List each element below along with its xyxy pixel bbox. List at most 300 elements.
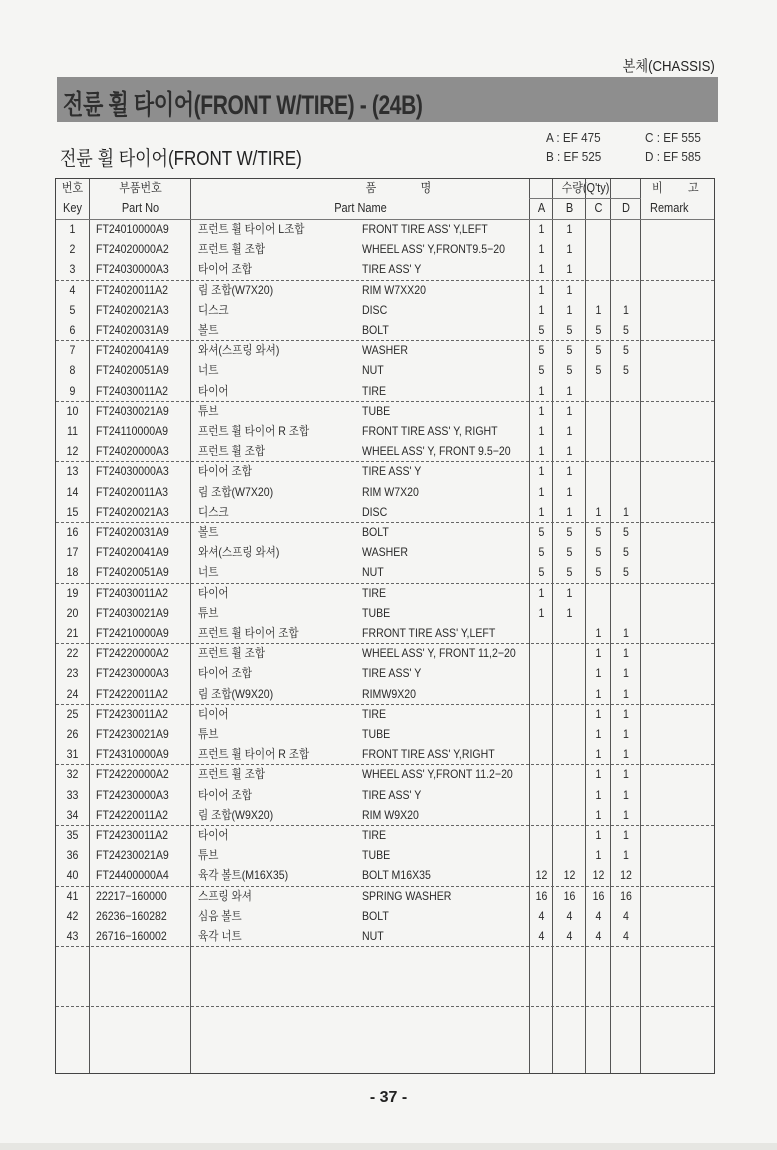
- qty-c-cell: [588, 482, 610, 502]
- table-row: [56, 724, 714, 744]
- part-name-ko-cell: 튜브: [198, 848, 219, 863]
- key-cell: 12: [66, 444, 79, 459]
- qty-a-cell: 12: [535, 868, 548, 883]
- key-cell: 35: [66, 828, 79, 842]
- table-row: [56, 623, 714, 643]
- part-name-ko-cell: 육각 너트: [198, 929, 242, 943]
- qty-d-cell: 1: [623, 787, 629, 802]
- qty-d-cell: 12: [620, 868, 632, 883]
- qty-c-cell: 4: [595, 908, 602, 923]
- qty-b-cell: 1: [566, 585, 573, 600]
- part-no-cell: FT24030000A3: [96, 464, 169, 479]
- part-name-ko-cell: 타이어: [198, 383, 229, 398]
- qty-a-cell: 1: [538, 484, 545, 499]
- part-name-ko-cell: 육각 볼트(M16X35): [198, 868, 289, 883]
- qty-b-cell: 4: [566, 908, 573, 923]
- qty-c-cell: 1: [595, 626, 602, 640]
- parts-table: [55, 178, 715, 1074]
- part-name-en-cell: TIRE ASS' Y: [362, 464, 422, 479]
- table-row: [56, 825, 714, 845]
- key-cell: 6: [69, 323, 76, 337]
- part-no-cell: FT24020000A3: [96, 444, 169, 459]
- qty-c-cell: [588, 401, 610, 421]
- key-cell: 7: [69, 343, 76, 358]
- qty-c-cell: [588, 239, 610, 259]
- qty-a-cell: [531, 704, 551, 724]
- qty-a-cell: [531, 623, 551, 643]
- part-name-ko-cell: 타이어 조합: [198, 262, 252, 277]
- part-name-ko-cell: 프런트 휠 타이어 R 조합: [198, 424, 310, 438]
- part-name-ko-cell: 너트: [198, 363, 219, 378]
- part-name-ko-cell: 와셔(스프링 와셔): [198, 343, 280, 358]
- part-no-cell: FT24210000A9: [96, 626, 169, 640]
- part-no-cell: FT24230011A2: [96, 828, 169, 842]
- part-name-en-cell: BOLT M16X35: [362, 868, 431, 883]
- qty-a-cell: 5: [538, 323, 545, 337]
- key-cell: 1: [69, 222, 76, 236]
- part-no-cell: FT24020041A9: [96, 545, 169, 560]
- qty-c-cell: 1: [595, 767, 602, 782]
- part-no-cell: FT24030011A2: [96, 585, 169, 600]
- key-cell: 22: [66, 646, 79, 661]
- table-row: [56, 340, 714, 360]
- part-name-en-cell: TIRE ASS' Y: [362, 262, 422, 277]
- part-name-en-cell: RIM W9X20: [362, 807, 419, 822]
- part-name-en-cell: TIRE: [362, 706, 387, 721]
- part-name-en-cell: SPRING WASHER: [362, 888, 452, 903]
- part-name-en-cell: FRRONT TIRE ASS' Y,LEFT: [362, 626, 496, 640]
- table-row: [56, 785, 714, 805]
- part-name-ko-cell: 튜브: [198, 605, 219, 620]
- qty-a-cell: 1: [538, 282, 545, 297]
- part-name-en-cell: TUBE: [362, 403, 391, 418]
- qty-a-cell: [531, 825, 551, 845]
- qty-a-cell: 5: [538, 545, 545, 560]
- part-name-en-cell: TUBE: [362, 848, 391, 863]
- key-cell: 24: [66, 686, 79, 701]
- qty-b-cell: [555, 805, 584, 825]
- part-name-en-cell: WHEEL ASS' Y,FRONT 11.2−20: [362, 767, 513, 782]
- part-name-ko-cell: 타이어: [198, 585, 229, 600]
- model-d: D : EF 585: [645, 149, 701, 164]
- model-legend-left: [546, 128, 601, 166]
- qty-c-cell: 1: [595, 848, 602, 863]
- qty-b-cell: [555, 785, 584, 805]
- qty-b-cell: [555, 845, 584, 865]
- part-name-en-cell: BOLT: [362, 908, 389, 923]
- row-group-divider: [56, 946, 714, 947]
- table-row: [56, 886, 714, 906]
- key-cell: 33: [66, 787, 79, 802]
- qty-b-cell: 1: [566, 383, 573, 398]
- key-cell: 32: [66, 767, 79, 782]
- part-name-ko-cell: 림 조합(W9X20): [198, 807, 274, 822]
- title-bar: [57, 77, 718, 122]
- qty-a-cell: [531, 663, 551, 683]
- qty-d-cell: 5: [623, 525, 629, 539]
- qty-b-cell: 1: [566, 484, 573, 499]
- qty-c-cell: 1: [595, 727, 602, 741]
- qty-a-cell: 4: [538, 908, 545, 923]
- key-cell: 17: [66, 545, 79, 560]
- part-name-ko-cell: 심음 볼트: [198, 908, 242, 923]
- part-no-cell: FT24030021A9: [96, 403, 169, 418]
- part-name-ko-cell: 튜브: [198, 727, 219, 741]
- part-name-ko-cell: 디스크: [198, 302, 229, 317]
- table-row: [56, 583, 714, 603]
- qty-b-cell: [555, 623, 584, 643]
- table-row: [56, 239, 714, 259]
- qty-d-cell: 1: [623, 807, 629, 822]
- qty-b-cell: [555, 764, 584, 784]
- qty-c-cell: [588, 280, 610, 300]
- qty-d-cell: [613, 482, 639, 502]
- key-cell: 16: [66, 525, 79, 539]
- qty-d-cell: [613, 239, 639, 259]
- qty-b-cell: 1: [566, 262, 573, 277]
- qty-d-cell: 5: [623, 545, 629, 560]
- key-cell: 4: [69, 282, 76, 297]
- header-name-ko-2: 명: [420, 181, 432, 195]
- qty-a-cell: [531, 744, 551, 764]
- part-no-cell: FT24020051A9: [96, 363, 169, 378]
- page-number: - 37 -: [369, 1089, 408, 1106]
- qty-d-cell: 1: [623, 727, 629, 741]
- model-legend-right: [645, 128, 701, 166]
- key-cell: 18: [66, 565, 79, 580]
- header-qty: 수량(Q'ty): [561, 181, 610, 195]
- part-no-cell: FT24020011A2: [96, 282, 169, 297]
- table-row: [56, 219, 714, 239]
- part-name-en-cell: WHEEL ASS' Y, FRONT 9.5−20: [362, 444, 511, 459]
- qty-b-cell: 1: [566, 282, 573, 297]
- qty-b-cell: 5: [566, 565, 573, 580]
- qty-c-cell: 16: [592, 888, 605, 903]
- qty-b-cell: 1: [566, 444, 573, 459]
- qty-a-cell: 1: [538, 302, 545, 317]
- qty-header-divider: [529, 198, 641, 199]
- qty-c-cell: 1: [595, 686, 602, 701]
- part-no-cell: FT24220011A2: [96, 686, 169, 701]
- part-name-ko-cell: 타이어 조합: [198, 787, 252, 802]
- header-remark-ko-1: 비: [652, 181, 663, 195]
- key-cell: 34: [66, 807, 79, 822]
- part-no-cell: 26716−160002: [96, 929, 167, 943]
- qty-c-cell: 4: [595, 929, 602, 943]
- part-name-ko-cell: 와셔(스프링 와셔): [198, 545, 280, 560]
- table-row: [56, 926, 714, 946]
- key-cell: 20: [66, 605, 79, 620]
- header-name-ko-1: 품: [365, 181, 377, 195]
- key-cell: 11: [67, 424, 78, 438]
- part-name-ko-cell: 타이어 조합: [198, 464, 252, 479]
- qty-c-cell: [588, 603, 610, 623]
- qty-b-cell: 1: [566, 464, 573, 479]
- table-row: [56, 684, 714, 704]
- qty-a-cell: 1: [538, 464, 545, 479]
- part-name-ko-cell: 프런트 휠 조합: [198, 242, 266, 257]
- qty-d-cell: [613, 219, 639, 239]
- part-name-en-cell: TIRE ASS' Y: [362, 666, 422, 681]
- qty-c-cell: 1: [595, 646, 602, 661]
- qty-a-cell: [531, 845, 551, 865]
- qty-b-cell: [555, 643, 584, 663]
- part-name-ko-cell: 프런트 휠 조합: [198, 767, 266, 782]
- header-qty-d: D: [622, 201, 630, 215]
- qty-c-cell: 1: [595, 807, 602, 822]
- qty-d-cell: 5: [623, 323, 629, 337]
- header-remark-en: Remark: [650, 201, 689, 215]
- header-key-en: Key: [63, 201, 82, 215]
- part-no-cell: FT24020021A3: [96, 302, 169, 317]
- qty-d-cell: 1: [623, 706, 629, 721]
- part-name-ko-cell: 볼트: [198, 323, 219, 337]
- qty-a-cell: [531, 643, 551, 663]
- table-row: [56, 845, 714, 865]
- qty-d-cell: 5: [623, 363, 629, 378]
- key-cell: 14: [66, 484, 79, 499]
- key-cell: 42: [66, 908, 79, 923]
- key-cell: 40: [66, 868, 79, 883]
- qty-c-cell: 5: [595, 525, 602, 539]
- part-name-ko-cell: 프런트 휠 타이어 L조합: [198, 222, 305, 236]
- key-cell: 3: [69, 262, 76, 277]
- part-name-ko-cell: 림 조합(W7X20): [198, 282, 274, 297]
- qty-d-cell: 1: [623, 686, 629, 701]
- qty-d-cell: [613, 421, 639, 441]
- qty-b-cell: 5: [566, 545, 573, 560]
- part-name-en-cell: BOLT: [362, 323, 389, 337]
- key-cell: 21: [66, 626, 79, 640]
- qty-a-cell: 1: [538, 424, 545, 438]
- qty-a-cell: 1: [538, 585, 545, 600]
- qty-d-cell: [613, 259, 639, 279]
- part-name-ko-cell: 볼트: [198, 525, 219, 539]
- part-no-cell: FT24020051A9: [96, 565, 169, 580]
- qty-c-cell: 5: [595, 323, 602, 337]
- part-name-en-cell: TUBE: [362, 727, 391, 741]
- key-cell: 10: [66, 403, 79, 418]
- header-name-en: Part Name: [334, 201, 387, 215]
- part-no-cell: FT24020000A2: [96, 242, 169, 257]
- part-name-en-cell: BOLT: [362, 525, 389, 539]
- qty-b-cell: 4: [566, 929, 573, 943]
- part-name-ko-cell: 디스크: [198, 504, 229, 519]
- table-row: [56, 704, 714, 724]
- qty-b-cell: 1: [566, 302, 573, 317]
- part-name-en-cell: WASHER: [362, 545, 408, 560]
- key-cell: 41: [66, 888, 79, 903]
- qty-d-cell: [613, 603, 639, 623]
- qty-a-cell: 5: [538, 525, 545, 539]
- qty-d-cell: 1: [623, 626, 629, 640]
- qty-a-cell: 1: [538, 605, 545, 620]
- qty-c-cell: [588, 421, 610, 441]
- qty-d-cell: [613, 441, 639, 461]
- qty-c-cell: 1: [595, 666, 602, 681]
- table-row: [56, 401, 714, 421]
- key-cell: 2: [69, 242, 76, 257]
- part-name-en-cell: WASHER: [362, 343, 408, 358]
- section-label: 본체(CHASSIS): [622, 58, 715, 75]
- qty-a-cell: [531, 805, 551, 825]
- part-name-ko-cell: 타이어: [198, 828, 229, 842]
- part-no-cell: FT24230021A9: [96, 727, 169, 741]
- part-name-en-cell: DISC: [362, 302, 388, 317]
- part-name-en-cell: NUT: [362, 363, 384, 378]
- qty-d-cell: 1: [623, 767, 629, 782]
- qty-b-cell: [555, 744, 584, 764]
- key-cell: 31: [66, 747, 79, 762]
- table-row: [56, 259, 714, 279]
- qty-d-cell: 1: [623, 828, 629, 842]
- qty-d-cell: [613, 461, 639, 481]
- qty-d-cell: 5: [623, 343, 629, 358]
- qty-d-cell: 1: [623, 666, 629, 681]
- table-row: [56, 441, 714, 461]
- qty-c-cell: 5: [595, 343, 602, 358]
- part-no-cell: FT24020011A3: [96, 484, 169, 499]
- part-no-cell: FT24020021A3: [96, 504, 169, 519]
- part-name-ko-cell: 림 조합(W9X20): [198, 686, 274, 701]
- header-qty-a: A: [537, 201, 546, 215]
- part-name-en-cell: TIRE: [362, 828, 387, 842]
- qty-b-cell: 12: [563, 868, 576, 883]
- part-name-en-cell: RIMW9X20: [362, 686, 416, 701]
- qty-a-cell: 5: [538, 343, 545, 358]
- table-row: [56, 805, 714, 825]
- header-part-ko: 부품번호: [119, 181, 162, 195]
- qty-a-cell: 16: [535, 888, 548, 903]
- part-name-en-cell: RIM W7XX20: [362, 282, 426, 297]
- part-name-en-cell: FRONT TIRE ASS' Y, RIGHT: [362, 424, 498, 438]
- part-no-cell: FT24220000A2: [96, 646, 169, 661]
- table-row: [56, 320, 714, 340]
- qty-c-cell: 1: [595, 787, 602, 802]
- part-name-ko-cell: 림 조합(W7X20): [198, 484, 274, 499]
- key-cell: 43: [66, 929, 79, 943]
- table-row: [56, 461, 714, 481]
- part-name-en-cell: TIRE ASS' Y: [362, 787, 422, 802]
- qty-b-cell: [555, 704, 584, 724]
- part-name-en-cell: DISC: [362, 504, 388, 519]
- model-c: C : EF 555: [645, 130, 701, 145]
- qty-b-cell: 5: [566, 343, 573, 358]
- model-b: B : EF 525: [546, 149, 602, 164]
- qty-a-cell: 1: [538, 403, 545, 418]
- part-name-en-cell: NUT: [362, 565, 384, 580]
- part-no-cell: FT24230021A9: [96, 848, 169, 863]
- model-a: A : EF 475: [546, 130, 601, 145]
- page-title: 전륜 휠 타이어(FRONT W/TIRE) - (24B): [63, 90, 423, 120]
- qty-b-cell: [555, 684, 584, 704]
- part-name-ko-cell: 프런트 휠 타이어 R 조합: [198, 747, 310, 762]
- qty-d-cell: [613, 583, 639, 603]
- qty-c-cell: 1: [595, 828, 602, 842]
- part-no-cell: FT24010000A9: [96, 222, 169, 236]
- table-row: [56, 603, 714, 623]
- qty-b-cell: 1: [566, 403, 573, 418]
- qty-b-cell: 1: [566, 605, 573, 620]
- qty-a-cell: 5: [538, 363, 545, 378]
- key-cell: 36: [66, 848, 79, 863]
- qty-a-cell: 1: [538, 444, 545, 459]
- qty-a-cell: [531, 764, 551, 784]
- part-no-cell: FT24400000A4: [96, 868, 169, 883]
- qty-c-cell: [588, 219, 610, 239]
- part-name-ko-cell: 스프링 와셔: [198, 888, 252, 903]
- table-row: [56, 562, 714, 582]
- qty-b-cell: 1: [566, 504, 573, 519]
- qty-c-cell: 1: [595, 302, 602, 317]
- table-row: [56, 502, 714, 522]
- qty-a-cell: 4: [538, 929, 545, 943]
- part-name-en-cell: FRONT TIRE ASS' Y,RIGHT: [362, 747, 495, 762]
- part-no-cell: FT24030000A3: [96, 262, 169, 277]
- part-no-cell: FT24030021A9: [96, 605, 169, 620]
- qty-d-cell: 4: [623, 929, 629, 943]
- table-row: [56, 906, 714, 926]
- qty-d-cell: 1: [623, 302, 629, 317]
- qty-a-cell: 5: [538, 565, 545, 580]
- page-bottom-edge: [0, 1143, 777, 1150]
- qty-c-cell: 1: [595, 504, 602, 519]
- part-name-en-cell: TIRE: [362, 585, 387, 600]
- qty-c-cell: [588, 461, 610, 481]
- table-row: [56, 744, 714, 764]
- table-row: [56, 381, 714, 401]
- table-row: [56, 360, 714, 380]
- qty-a-cell: [531, 684, 551, 704]
- part-name-en-cell: WHEEL ASS' Y, FRONT 11,2−20: [362, 646, 516, 661]
- qty-b-cell: [555, 663, 584, 683]
- key-cell: 15: [66, 504, 79, 519]
- qty-b-cell: 5: [566, 323, 573, 337]
- qty-c-cell: 1: [595, 706, 602, 721]
- header-part-en: Part No: [121, 201, 160, 215]
- part-name-en-cell: NUT: [362, 929, 384, 943]
- part-no-cell: 26236−160282: [96, 908, 167, 923]
- header-remark-ko-2: 고: [688, 181, 699, 195]
- table-row: [56, 300, 714, 320]
- qty-d-cell: [613, 401, 639, 421]
- qty-b-cell: [555, 825, 584, 845]
- part-name-ko-cell: 프런트 휠 타이어 조합: [198, 626, 299, 640]
- table-row: [56, 643, 714, 663]
- part-no-cell: FT24030011A2: [96, 383, 169, 398]
- part-no-cell: FT24020041A9: [96, 343, 169, 358]
- qty-a-cell: [531, 724, 551, 744]
- qty-a-cell: [531, 785, 551, 805]
- qty-d-cell: 1: [623, 848, 629, 863]
- table-row: [56, 865, 714, 885]
- key-cell: 13: [66, 464, 79, 479]
- qty-c-cell: [588, 583, 610, 603]
- part-no-cell: 22217−160000: [96, 888, 167, 903]
- part-no-cell: FT24110000A9: [96, 424, 169, 438]
- qty-a-cell: 1: [538, 383, 545, 398]
- table-row: [56, 542, 714, 562]
- part-name-ko-cell: 튜브: [198, 403, 219, 418]
- qty-c-cell: 5: [595, 565, 602, 580]
- qty-c-cell: [588, 259, 610, 279]
- table-row: [56, 522, 714, 542]
- table-row: [56, 280, 714, 300]
- part-no-cell: FT24220000A2: [96, 767, 169, 782]
- qty-a-cell: 1: [538, 262, 545, 277]
- part-name-en-cell: FRONT TIRE ASS' Y,LEFT: [362, 222, 488, 236]
- row-group-divider: [56, 1006, 714, 1007]
